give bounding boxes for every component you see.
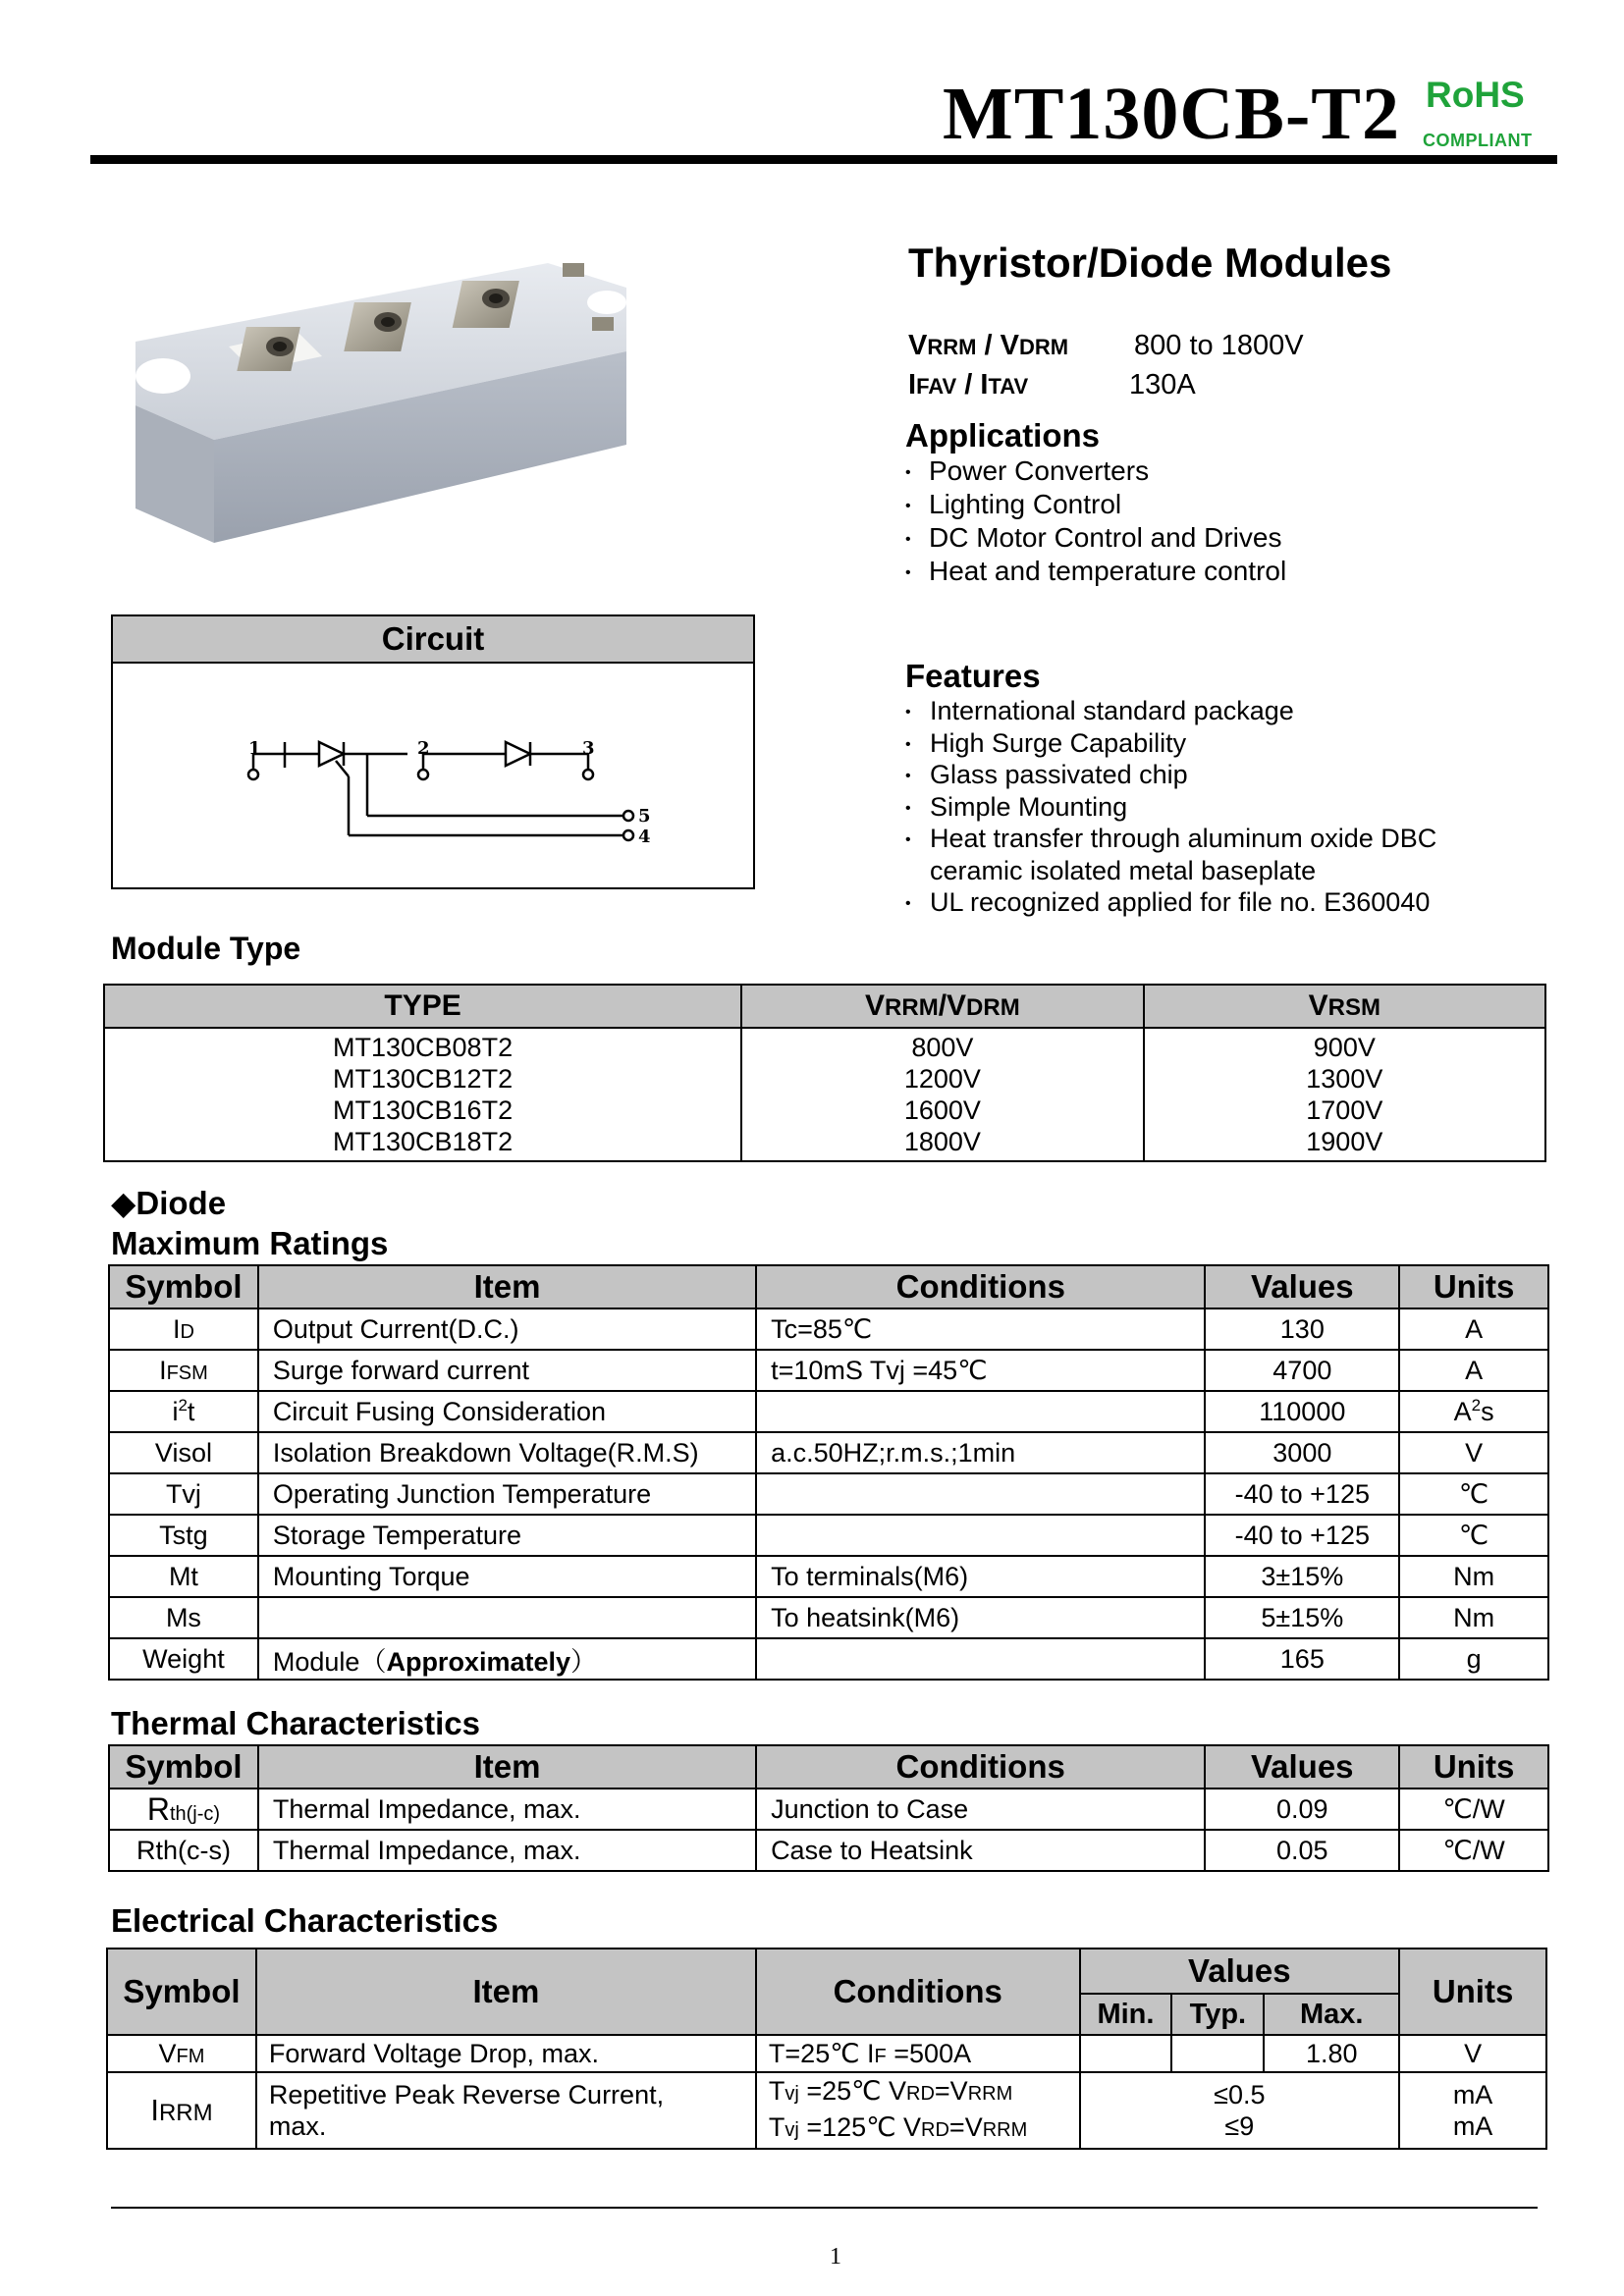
circuit-box	[111, 614, 755, 889]
features-list	[905, 695, 1436, 919]
col-vrrm-vdrm: VRRM/VDRM	[741, 985, 1144, 1028]
footer-rule	[111, 2207, 1538, 2209]
list-item: • Heat transfer through aluminum oxide DBC	[905, 823, 1436, 855]
circuit-title: Circuit	[113, 616, 753, 664]
table-row: Tvj Operating Junction Temperature -40 to +125 ℃	[109, 1473, 1548, 1515]
pin-label-4: 4	[638, 827, 651, 847]
list-item: • UL recognized applied for file no. E360040	[905, 886, 1436, 919]
list-item-continued: ceramic isolated metal baseplate	[930, 855, 1317, 885]
col-vrsm: VRSM	[1144, 985, 1545, 1028]
table-row: Weight Module（Approximately） 165 g	[109, 1638, 1548, 1680]
module-type-heading: Module Type	[111, 931, 301, 966]
table-row: Rth(j-c) Thermal Impedance, max. Junction to Case 0.09 ℃/W	[109, 1789, 1548, 1830]
module-type-table	[103, 984, 1546, 1162]
max-ratings-heading: Maximum Ratings	[111, 1225, 389, 1261]
electrical-table: Symbol Item Conditions Values Units Min. Typ. Max. VFM Forward Voltage Drop, max. T=25℃ IF =500A 1.80 V IRRM Repetitive Peak Reverse Current, max. Tvj =25℃ VRD=VRRM Tvj =125℃ VRD=VRRM ≤0.5 ≤9 mA mA	[106, 1948, 1547, 2150]
table-row: Ms To heatsink(M6) 5±15% Nm	[109, 1597, 1548, 1638]
table-row: Visol Isolation Breakdown Voltage(R.M.S) a.c.50HZ;r.m.s.;1min 3000 V	[109, 1432, 1548, 1473]
pin-label-5: 5	[638, 806, 651, 827]
table-row: Tstg Storage Temperature -40 to +125 ℃	[109, 1515, 1548, 1556]
document-title: MT130CB-T2	[943, 73, 1400, 155]
electrical-heading: Electrical Characteristics	[111, 1902, 499, 1939]
list-item: • Lighting Control	[905, 488, 1286, 521]
list-item: • Power Converters	[905, 454, 1286, 488]
list-item: • Glass passivated chip	[905, 759, 1436, 791]
list-item: • Heat and temperature control	[905, 555, 1286, 588]
rating-vrrm-value: 800 to 1800V	[1134, 330, 1304, 361]
list-item: • DC Motor Control and Drives	[905, 521, 1286, 555]
table-row: VFM Forward Voltage Drop, max. T=25℃ IF =500A 1.80 V	[107, 2035, 1546, 2072]
circuit-diagram	[113, 664, 753, 885]
document-subtitle: Thyristor/Diode Modules	[908, 240, 1392, 286]
page-number: 1	[830, 2244, 841, 2269]
pin-label-3: 3	[582, 738, 595, 759]
rohs-mark: RoHS	[1426, 75, 1525, 115]
table-row: Rth(c-s) Thermal Impedance, max. Case to Heatsink 0.05 ℃/W	[109, 1830, 1548, 1871]
table-row: ID Output Current(D.C.) Tc=85℃ 130 A	[109, 1308, 1548, 1350]
col-type: TYPE	[104, 985, 741, 1028]
list-item: • International standard package	[905, 695, 1436, 727]
table-row: IFSM Surge forward current t=10mS Tvj =45℃ 4700 A	[109, 1350, 1548, 1391]
rating-vrrm: VRRM / VDRM 800 to 1800V	[908, 330, 1304, 361]
table-row: Mt Mounting Torque To terminals(M6) 3±15% Nm	[109, 1556, 1548, 1597]
applications-heading: Applications	[905, 417, 1101, 454]
max-ratings-table: Symbol Item Conditions Values Units ID Output Current(D.C.) Tc=85℃ 130 A IFSM Surge forward current t=10mS Tvj =45℃ 4700 A $i^2t$ Circuit Fusing Consideration 110000 $A^2s$ Visol Isolation Breakdown Voltage(R.M.S) a.c.50HZ;r.m.s.;1min 3000 V Tvj Operating Junction Temperature -40 to +125 ℃ Tstg Storage Temperature -40 to +125 ℃ Mt Mounting Torque To terminals(M6) 3±15% Nm Ms To heatsink(M6) 5±15% Nm Weight Module（Approximately） 165 g	[108, 1264, 1549, 1681]
pin-label-2: 2	[417, 738, 430, 759]
header-rule	[90, 155, 1557, 164]
table-row: $i^2t$ Circuit Fusing Consideration 110000 $A^2s$	[109, 1391, 1548, 1432]
features-heading: Features	[905, 658, 1041, 694]
product-image	[116, 234, 666, 558]
thermal-table: Symbol Item Conditions Values Units Rth(j-c) Thermal Impedance, max. Junction to Case 0.09 ℃/W Rth(c-s) Thermal Impedance, max. Case to Heatsink 0.05 ℃/W	[108, 1744, 1549, 1872]
thermal-heading: Thermal Characteristics	[111, 1705, 481, 1741]
rating-ifav: IFAV / ITAV 130A	[908, 369, 1196, 400]
list-item: • High Surge Capability	[905, 727, 1436, 760]
applications-list	[905, 454, 1286, 588]
list-item: • Simple Mounting	[905, 791, 1436, 824]
rohs-compliant-label: COMPLIANT	[1423, 131, 1533, 150]
table-row: IRRM Repetitive Peak Reverse Current, max. Tvj =25℃ VRD=VRRM Tvj =125℃ VRD=VRRM ≤0.5 ≤9 mA mA	[107, 2072, 1546, 2149]
pin-label-1: 1	[248, 738, 261, 759]
diode-heading: ◆Diode	[111, 1185, 227, 1221]
table-row: MT130CB08T2 MT130CB12T2 MT130CB16T2 MT130CB18T2 800V 1200V 1600V 1800V 900V 1300V 1700V 1900V	[104, 1028, 1545, 1161]
rating-ifav-value: 130A	[1129, 369, 1196, 400]
